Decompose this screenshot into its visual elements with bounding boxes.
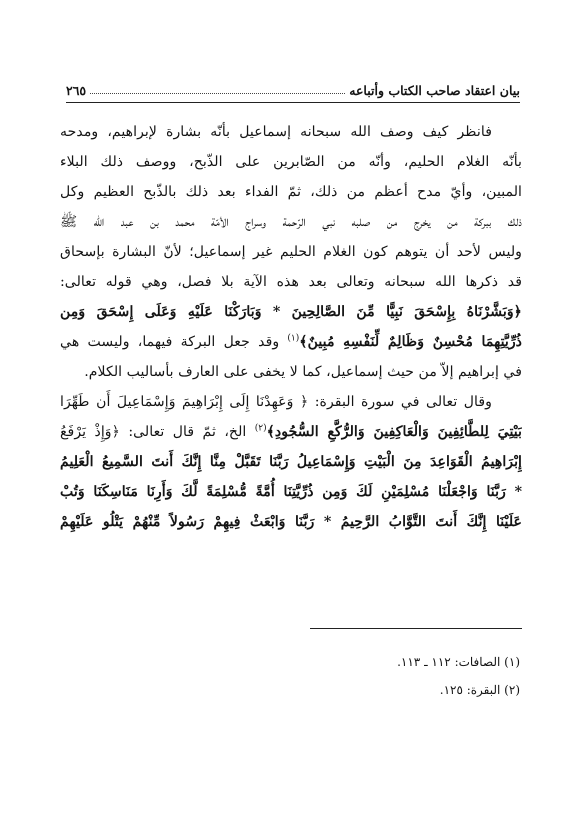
text-line: [60, 327, 522, 357]
running-header: [66, 78, 520, 98]
quran-verse: بَيْتِيَ لِلطَّائِفِينَ وَالْعَاكِفِينَ وَالرُّكَّعِ السُّجُودِ﴾: [266, 424, 522, 440]
text-line: وليس لأحد أن يتوهم كون الغلام الحليم غير إسماعيل؛ لأنّ البشارة بإسحاق: [60, 244, 522, 260]
quran-verse-line: إِبْرَاهِيمُ الْقَوَاعِدَ مِنَ الْبَيْتِ وَإِسْمَاعِيلُ رَبَّنَا تَقَبَّلْ مِنَّا إِنَّكَ أَنتَ السَّمِيعُ الْعَلِيمُ: [60, 454, 522, 470]
footnote-marker: (٢): [254, 423, 267, 434]
text-line: بأنّه الغلام الحليم، وأنّه من الصّابرين على الذّبح، ووصف ذلك البلاء: [60, 154, 522, 170]
header-leader-dots: [90, 93, 345, 94]
footnotes: [320, 648, 520, 704]
text-segment: الخ، ثمّ قال تعالى: ﴿وَإِذْ يَرْفَعُ: [60, 424, 247, 440]
footnote-1: (١) الصافات: ١١٢ ـ ١١٣.: [397, 655, 520, 669]
quran-verse: ذُرِّيَّتِهِمَا مُحْسِنٌ وَظَالِمٌ لِّنَفْسِهِ مُبِينٌ﴾: [299, 334, 522, 350]
header-rule: [66, 102, 520, 103]
quran-verse-line: ﴿وَبَشَّرْنَاهُ بِإِسْحَقَ نَبِيًّا مِّنَ الصَّالِحِينَ * وَبَارَكْنَا عَلَيْهِ وَعَلَى إِسْحَقَ وَمِن: [60, 304, 522, 320]
text-line: [60, 417, 522, 447]
header-title: بيان اعتقاد صاحب الكتاب وأتباعه: [349, 83, 520, 98]
quran-verse-line: * رَبَّنَا وَاجْعَلْنَا مُسْلِمَيْنِ لَكَ وَمِن ذُرِّيَّتِنَا أُمَّةً مُّسْلِمَةً لَّكَ وَأَرِنَا مَنَاسِكَنَا وَتُبْ: [60, 484, 522, 500]
footnote-2: (٢) البقرة: ١٢٥.: [439, 683, 520, 697]
text-line: فانظر كيف وصف الله سبحانه إسماعيل بأنّه بشارة لإبراهيم، ومدحه: [60, 124, 492, 140]
footnote-separator: [310, 628, 522, 629]
text-line: وقال تعالى في سورة البقرة: ﴿ وَعَهِدْنَا إِلَى إِبْرَاهِيمَ وَإِسْمَاعِيلَ أَن طَهِّرَا: [60, 394, 492, 410]
text-line: في إبراهيم إلاّ من حيث إسماعيل، كما لا يخفى على العارف بأساليب الكلام.: [84, 364, 522, 380]
text-line: قد ذكرها الله سبحانه وتعالى بعد هذه الآية بلا فصل، وهي قوله تعالى:: [60, 274, 522, 290]
page-number: ٢٦٥: [66, 83, 87, 98]
quran-verse-line: عَلَيْنَا إِنَّكَ أَنتَ التَّوَّابُ الرَّحِيمُ * رَبَّنَا وَابْعَثْ فِيهِمْ رَسُولاً مِّنْهُمْ يَتْلُو عَلَيْهِمْ: [60, 514, 522, 530]
text-line: ذلك ببركة من يخرج من صلبه نبي الرّحمة وسراج الأمّة محمد بن عبد الله ﷺ: [60, 214, 522, 230]
text-line: المبين، وأيّ مدح أعظم من ذلك، ثمّ الفداء بعد ذلك بالذّبح العظيم وكل: [60, 184, 522, 200]
text-segment: وقد جعل البركة فيهما، وليست هي: [60, 334, 280, 350]
footnote-marker: (١): [287, 333, 300, 344]
main-text: [60, 117, 522, 537]
